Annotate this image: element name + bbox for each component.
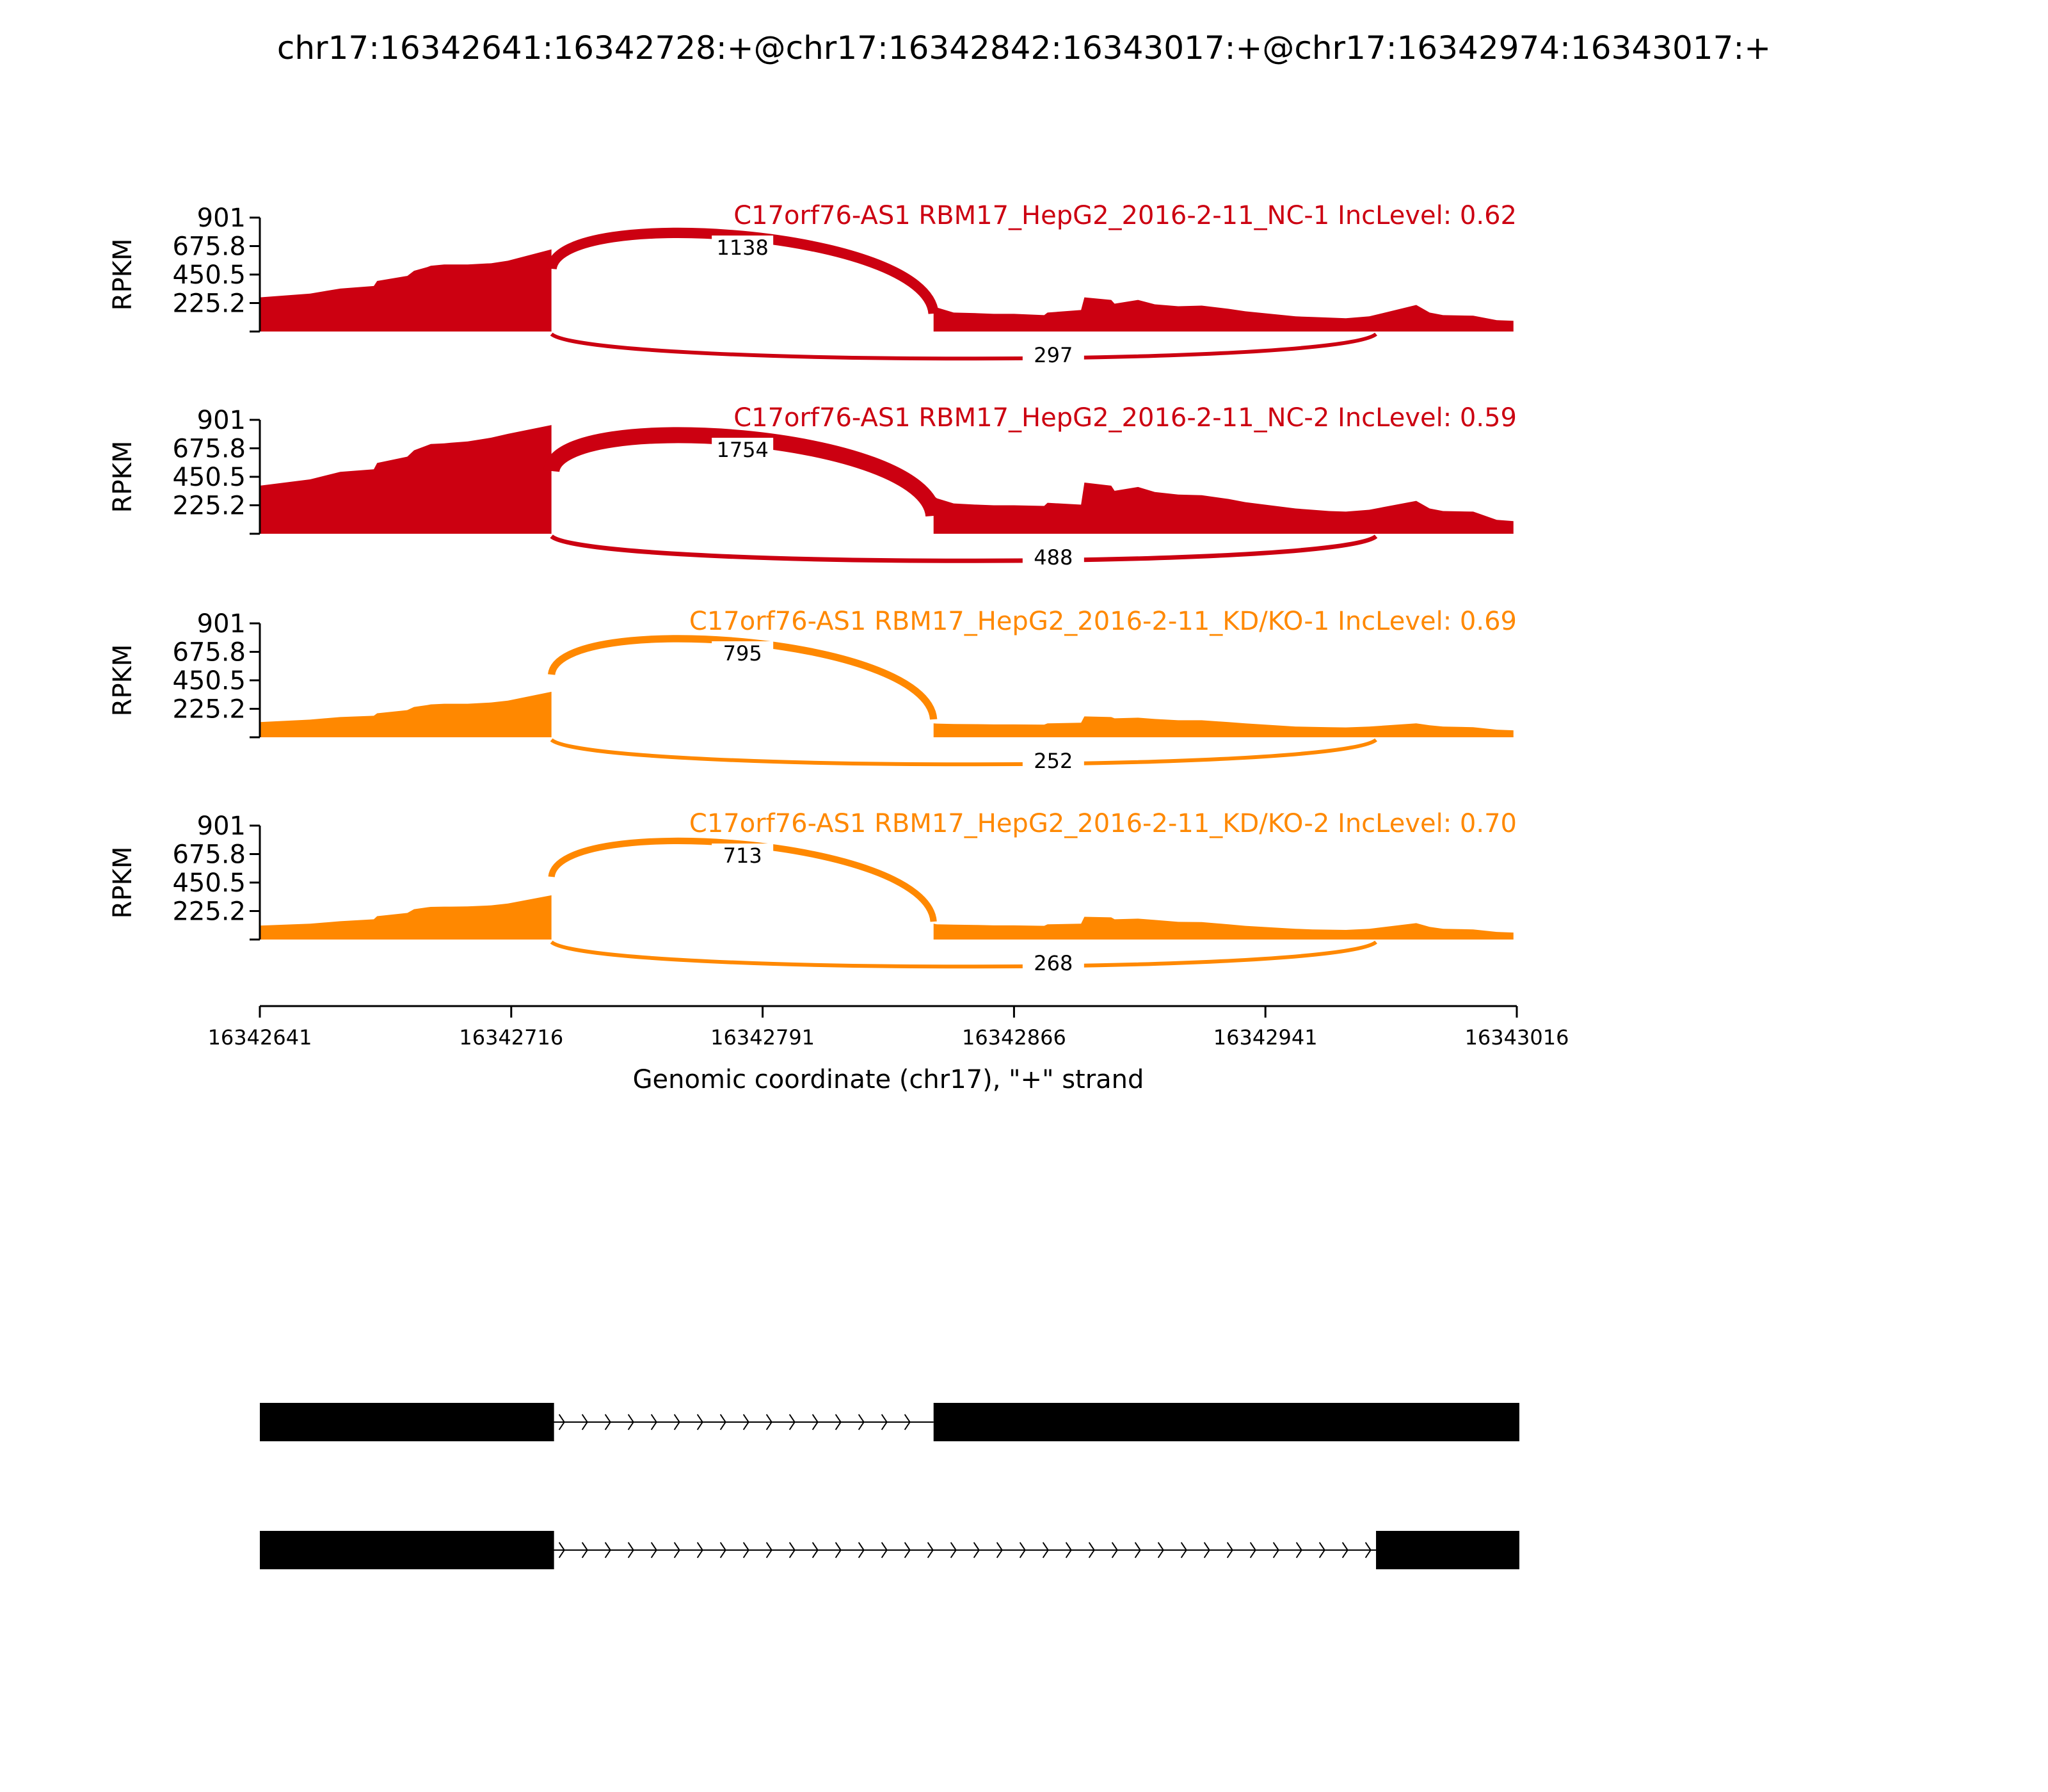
junction-count: 1754	[716, 438, 769, 462]
y-tick-label: 901	[196, 609, 246, 639]
chart-title: chr17:16342641:16342728:+@chr17:16342842:16343017:+@chr17:16342974:16343017:+	[276, 29, 1772, 67]
exon-block	[934, 1403, 1519, 1441]
track-2	[108, 403, 1517, 571]
track-label: C17orf76-AS1 RBM17_HepG2_2016-2-11_KD/KO-2 IncLevel: 0.70	[689, 809, 1517, 838]
y-tick-label: 450.5	[172, 666, 246, 696]
x-tick-label: 16342641	[207, 1025, 312, 1050]
y-tick-label: 901	[196, 204, 246, 233]
x-tick-label: 16343016	[1464, 1025, 1569, 1050]
x-axis-label: Genomic coordinate (chr17), "+" strand	[632, 1065, 1144, 1094]
junction-count: 713	[723, 844, 762, 868]
isoform-models	[260, 1403, 1519, 1569]
junction-count: 795	[723, 641, 762, 666]
y-tick-label: 225.2	[172, 289, 246, 319]
y-tick-label: 225.2	[172, 897, 246, 927]
track-4	[108, 809, 1517, 977]
y-tick-label: 675.8	[172, 232, 246, 262]
coverage-area	[260, 250, 1514, 332]
y-tick-label: 450.5	[172, 260, 246, 290]
exon-block	[1376, 1531, 1519, 1569]
y-axis-label: RPKM	[108, 440, 138, 513]
y-axis-label: RPKM	[108, 238, 138, 311]
y-axis-label: RPKM	[108, 644, 138, 717]
y-tick-label: 450.5	[172, 868, 246, 898]
track-label: C17orf76-AS1 RBM17_HepG2_2016-2-11_NC-1 IncLevel: 0.62	[733, 201, 1517, 230]
x-axis	[208, 1006, 1569, 1050]
isoform-2	[260, 1531, 1519, 1569]
x-tick-label: 16342941	[1213, 1025, 1318, 1050]
exon-block	[260, 1403, 554, 1441]
isoform-1	[260, 1403, 1519, 1441]
track-3	[108, 607, 1517, 774]
y-tick-label: 450.5	[172, 463, 246, 492]
y-tick-label: 901	[196, 406, 246, 435]
coverage-area	[260, 895, 1514, 940]
track-label: C17orf76-AS1 RBM17_HepG2_2016-2-11_KD/KO-1 IncLevel: 0.69	[689, 607, 1517, 636]
junction-count: 268	[1034, 951, 1073, 975]
junction-arc	[552, 334, 1376, 358]
x-tick-label: 16342866	[961, 1025, 1066, 1050]
junction-arc	[552, 740, 1376, 764]
y-tick-label: 675.8	[172, 840, 246, 870]
junction-arc	[552, 536, 1376, 561]
junction-count: 1138	[716, 236, 769, 260]
junction-count: 252	[1034, 749, 1073, 773]
y-tick-label: 675.8	[172, 434, 246, 464]
junction-arc	[552, 942, 1376, 966]
coverage-tracks	[108, 201, 1517, 977]
junction-count: 297	[1034, 343, 1073, 367]
track-1	[108, 201, 1517, 369]
track-label: C17orf76-AS1 RBM17_HepG2_2016-2-11_NC-2 IncLevel: 0.59	[733, 403, 1517, 433]
coverage-area	[260, 692, 1514, 737]
junction-count: 488	[1034, 545, 1073, 570]
y-tick-label: 675.8	[172, 637, 246, 668]
y-tick-label: 901	[196, 812, 246, 841]
y-tick-label: 225.2	[172, 694, 246, 724]
y-tick-label: 225.2	[172, 491, 246, 521]
x-tick-label: 16342791	[710, 1025, 815, 1050]
exon-block	[260, 1531, 554, 1569]
y-axis-label: RPKM	[108, 846, 138, 919]
x-tick-label: 16342716	[459, 1025, 564, 1050]
